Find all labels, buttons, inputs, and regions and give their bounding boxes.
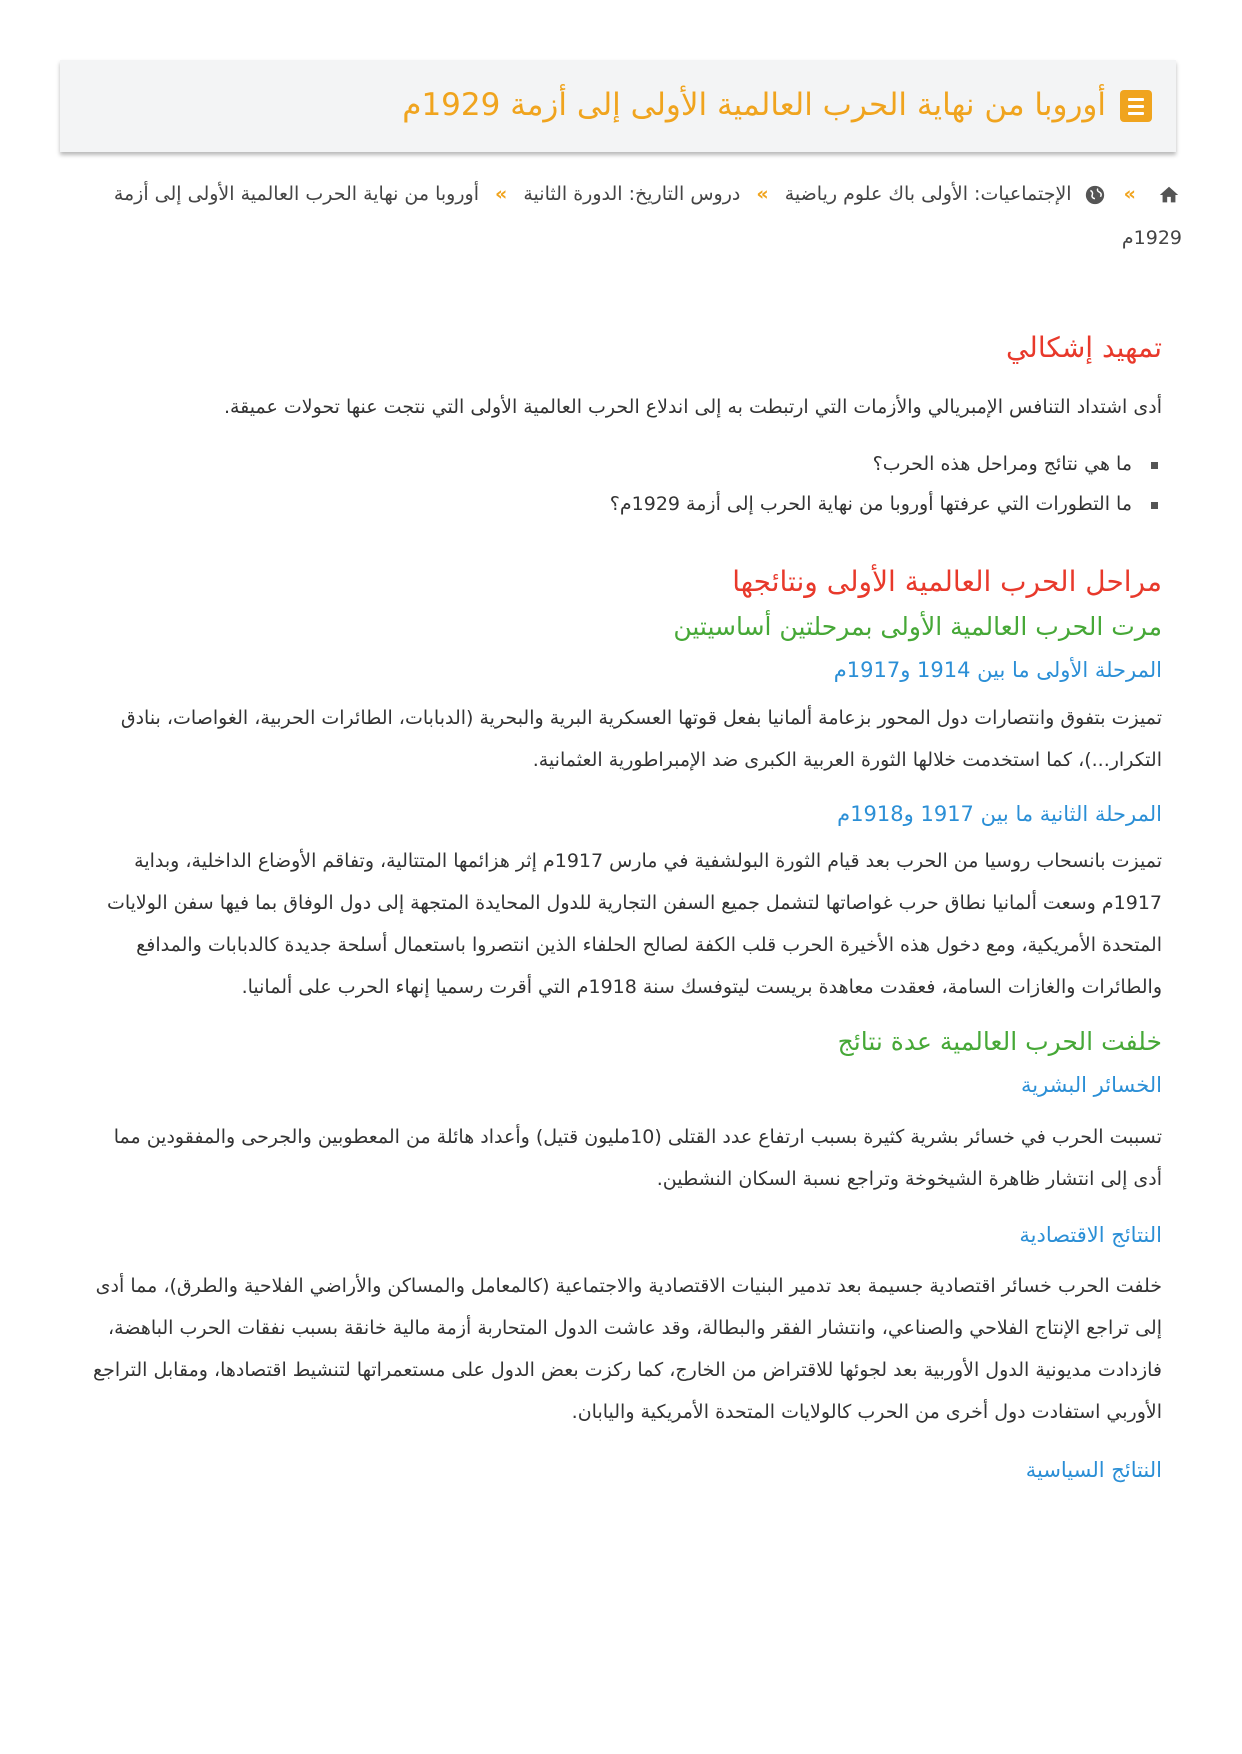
- page-title: أوروبا من نهاية الحرب العالمية الأولى إلى أزمة 1929م: [402, 87, 1106, 124]
- home-icon[interactable]: [1158, 184, 1180, 206]
- breadcrumb: [102, 172, 1182, 260]
- globe-icon: [1084, 184, 1106, 206]
- economic-results-title: النتائج الاقتصادية: [1019, 1222, 1162, 1247]
- breadcrumb-separator: »: [495, 183, 508, 205]
- document-icon: [1120, 90, 1152, 122]
- list-item: ما التطورات التي عرفتها أوروبا من نهاية الحرب إلى أزمة 1929م؟: [92, 484, 1162, 524]
- human-losses-text: تسببت الحرب في خسائر بشرية كثيرة بسبب ارتفاع عدد القتلى (10مليون قتيل) وأعداد هائلة من المعطوبين والجرحى والمفقودين مما أدى إلى انتشار ظاهرة الشيخوخة وتراجع نسبة السكان النشطين.: [113, 1125, 1162, 1190]
- breadcrumb-separator: »: [756, 183, 769, 205]
- article-content: [92, 330, 1162, 1484]
- intro-heading: تمهيد إشكالي: [1005, 331, 1162, 364]
- political-results-title: النتائج السياسية: [1025, 1457, 1162, 1482]
- intro-paragraph: أدى اشتداد التنافس الإمبريالي والأزمات التي ارتبطت به إلى اندلاع الحرب العالمية الأولى التي نتجت عنها تحولات عميقة.: [223, 396, 1162, 419]
- list-item: ما هي نتائج ومراحل هذه الحرب؟: [92, 444, 1162, 484]
- economic-results-text: خلفت الحرب خسائر اقتصادية جسيمة بعد تدمير البنيات الاقتصادية والاجتماعية (كالمعامل والمساكن والأراضي الفلاحية والطرق)، مما أدى إلى تراجع الإنتاج الفلاحي والصناعي، وانتشار الفقر والبطالة، وقد عاشت الدول المتحاربة أزمة مالية خانقة بسبب نفقات الحرب الباهضة، فازدادت مديونية الدول الأوربية بعد لجوئها للاقتراض من الخارج، كما ركزت بعض الدول على مستعمراتها لتنشيط اقتصادها، ومقابل التراجع الأوربي استفادت دول أخرى من الحرب كالولايات المتحدة الأمريكية واليابان.: [93, 1274, 1162, 1423]
- human-losses-title: الخسائر البشرية: [1020, 1073, 1162, 1098]
- subheading-two-phases: مرت الحرب العالمية الأولى بمرحلتين أساسيتين: [673, 611, 1162, 641]
- breadcrumb-item-lessons[interactable]: دروس التاريخ: الدورة الثانية: [523, 183, 741, 205]
- breadcrumb-item-subject[interactable]: الإجتماعيات: الأولى باك علوم رياضية: [784, 183, 1072, 205]
- phase1-title: المرحلة الأولى ما بين 1914 و1917م: [833, 658, 1162, 683]
- phase1-text: تميزت بتفوق وانتصارات دول المحور بزعامة ألمانيا بفعل قوتها العسكرية البرية والبحرية (الدبابات، الطائرات الحربية، الغواصات، بنادق التكرار...)، كما استخدمت خلالها الثورة العربية الكبرى ضد الإمبراطورية العثمانية.: [120, 706, 1162, 771]
- breadcrumb-item-current: أوروبا من نهاية الحرب العالمية الأولى إلى أزمة 1929م: [113, 183, 1182, 249]
- phase2-title: المرحلة الثانية ما بين 1917 و1918م: [837, 801, 1162, 826]
- question-list: [92, 444, 1162, 524]
- title-bar: [60, 60, 1176, 152]
- breadcrumb-separator: »: [1123, 183, 1136, 205]
- subheading-results: خلفت الحرب العالمية عدة نتائج: [837, 1026, 1162, 1056]
- section-heading-phases: مراحل الحرب العالمية الأولى ونتائجها: [732, 565, 1162, 599]
- phase2-text: تميزت بانسحاب روسيا من الحرب بعد قيام الثورة البولشفية في مارس 1917م إثر هزائمها المتتالية، وتفاقم الأوضاع الداخلية، وبداية 1917م وسعت ألمانيا نطاق حرب غواصاتها لتشمل جميع السفن التجارية للدول المحايدة المتجهة إلى دول الوفاق بما فيها سفن الولايات المتحدة الأمريكية، ومع دخول هذه الأخيرة الحرب قلب الكفة لصالح الحلفاء الذين انتصروا باستعمال أسلحة جديدة كالدبابات والمدافع والطائرات والغازات السامة، فعقدت معاهدة بريست ليتوفسك سنة 1918م التي أقرت رسميا إنهاء الحرب على ألمانيا.: [106, 849, 1162, 998]
